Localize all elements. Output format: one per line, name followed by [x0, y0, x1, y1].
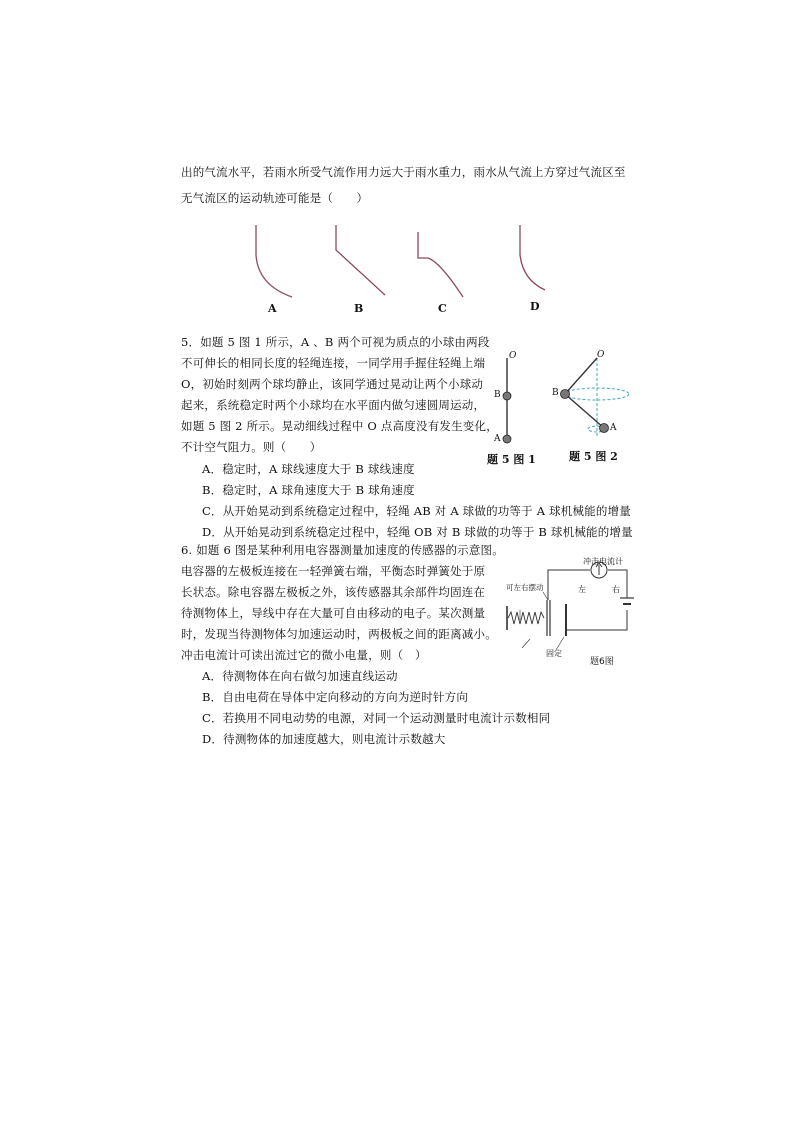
- fig2-label-b: B: [552, 388, 559, 398]
- fig1-label-a: A: [494, 434, 501, 444]
- fig2-label-a: A: [610, 423, 617, 433]
- fig1-label-o: O: [509, 351, 517, 361]
- q5-option-b: B．稳定时，A 球角速度大于 B 球角速度: [202, 483, 415, 497]
- q6-stem-line-3: 长状态。除电容器左极板之外，该传感器其余部件均固连在: [181, 585, 486, 599]
- fig1-caption: 题 5 图 1: [487, 453, 536, 466]
- q5-stem-line-6: 不计空气阻力。则（ ）: [181, 440, 322, 454]
- q5-option-c: C．从开始晃动到系统稳定过程中，轻绳 AB 对 A 球做的功等于 A 球机械能的增量: [202, 504, 631, 518]
- label-fixed: 固定: [546, 649, 562, 658]
- label-left: 左: [578, 585, 586, 594]
- q5-option-a: A．稳定时，A 球线速度大于 B 球线速度: [202, 462, 415, 476]
- q5-option-d: D．从开始晃动到系统稳定过程中，轻绳 OB 对 B 球做的功等于 B 球机械能的增量: [202, 525, 633, 539]
- q5-stem-line-3: O，初始时刻两个球均静止，该同学通过晃动让两个小球动: [181, 377, 484, 391]
- q5-stem-line-4: 起来，系统稳定时两个小球均在水平面内做匀速圆周运动，: [181, 398, 486, 412]
- choice-label-b: B: [354, 302, 364, 315]
- q6-stem-line-6: 冲击电流计可读出流过它的微小电量，则（ ）: [181, 648, 427, 662]
- q6-stem-line-4: 待测物体上，导线中存在大量可自由移动的电子。某次测量: [181, 606, 486, 620]
- label-right: 右: [612, 585, 620, 594]
- q5-stem-line-5: 如题 5 图 2 所示。晃动细线过程中 O 点高度没有发生变化，: [181, 419, 498, 433]
- choice-label-d: D: [530, 300, 540, 313]
- q5-stem-line-1: 5．如题 5 图 1 所示，A 、B 两个可视为质点的小球由两段: [181, 335, 490, 349]
- fig6-caption: 题6图: [590, 657, 614, 667]
- q4-line-1: 出的气流水平，若雨水所受气流作用力远大于雨水重力，雨水从气流上方穿过气流区至: [181, 165, 626, 179]
- fig2-caption: 题 5 图 2: [569, 450, 618, 463]
- choice-label-a: A: [268, 302, 277, 315]
- q6-option-d: D．待测物体的加速度越大，则电流计示数越大: [202, 732, 446, 746]
- fig1-label-b: B: [494, 390, 501, 400]
- fig2-label-o: O: [597, 350, 605, 360]
- q6-stem-line-5: 时，发现当待测物体匀加速运动时，两极板之间的距离减小。: [181, 627, 497, 641]
- q6-option-b: B．自由电荷在导体中定向移动的方向为逆时针方向: [202, 690, 469, 704]
- choice-label-c: C: [438, 302, 447, 315]
- q6-option-a: A．待测物体在向右做匀加速直线运动: [202, 669, 398, 683]
- q6-option-c: C．若换用不同电动势的电源，对同一个运动测量时电流计示数相同: [202, 711, 551, 725]
- q5-stem-line-2: 不可伸长的相同长度的轻绳连接，一同学用手握住轻绳上端: [181, 356, 486, 370]
- label-galvanometer: 冲击电流计: [583, 557, 623, 566]
- q6-stem-line-1: 6. 如题 6 图是某种利用电容器测量加速度的传感器的示意图。: [181, 543, 504, 557]
- q4-line-2: 无气流区的运动轨迹可能是（ ）: [181, 191, 369, 205]
- label-movable: 可左右摆动: [506, 583, 544, 592]
- q6-stem-line-2: 电容器的左极板连接在一轻弹簧右端，平衡态时弹簧处于原: [181, 564, 486, 578]
- spring: [508, 612, 544, 624]
